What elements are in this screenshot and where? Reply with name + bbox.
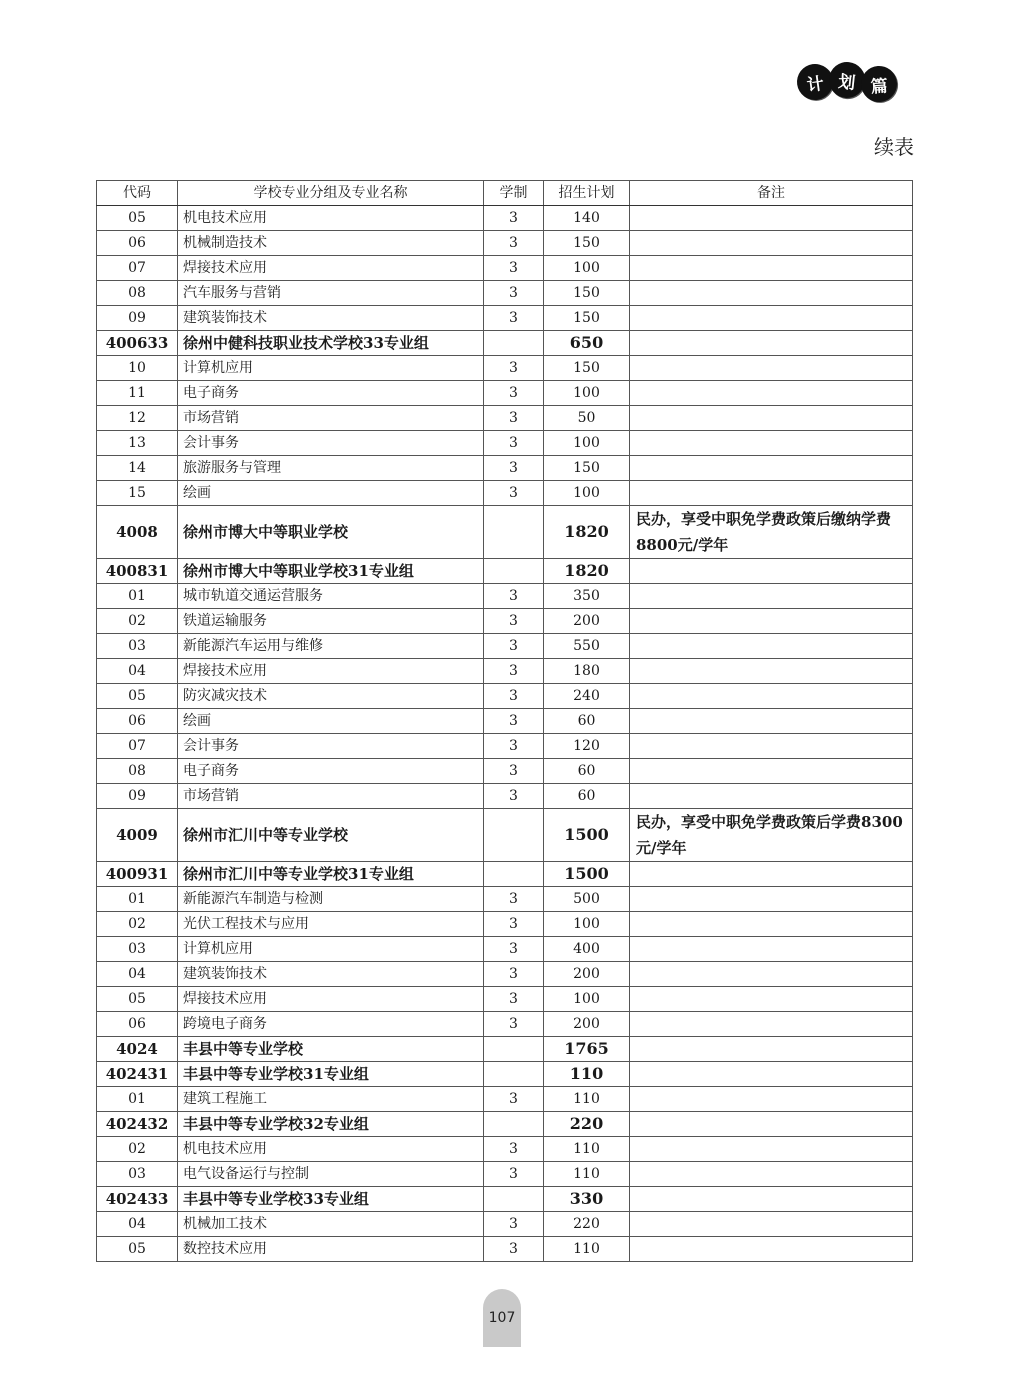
table-row [97,559,913,584]
row-code: 07 [97,734,178,759]
row-name: 数控技术应用 [178,1237,484,1262]
row-name: 电气设备运行与控制 [178,1162,484,1187]
table-row [97,506,913,559]
table-row [97,759,913,784]
table-row [97,584,913,609]
logo-char-3: 篇 [860,65,898,103]
row-note [630,862,913,887]
row-note: 民办，享受中职免学费政策后学费8300元/学年 [630,809,913,862]
table-row [97,937,913,962]
row-code: 06 [97,1012,178,1037]
table-row [97,887,913,912]
row-duration: 3 [484,256,544,281]
row-code: 4024 [97,1037,178,1062]
row-duration [484,1187,544,1212]
row-duration: 3 [484,584,544,609]
row-note [630,381,913,406]
row-note [630,231,913,256]
row-duration: 3 [484,784,544,809]
table-row [97,659,913,684]
table-row [97,231,913,256]
row-note [630,584,913,609]
row-code: 15 [97,481,178,506]
row-name: 计算机应用 [178,356,484,381]
row-plan: 150 [544,456,630,481]
table-row [97,709,913,734]
row-note [630,684,913,709]
row-duration: 3 [484,987,544,1012]
row-duration [484,1112,544,1137]
row-name: 焊接技术应用 [178,256,484,281]
table-row [97,784,913,809]
row-duration: 3 [484,281,544,306]
row-code: 12 [97,406,178,431]
table-row [97,1062,913,1087]
row-plan: 110 [544,1237,630,1262]
row-code: 402433 [97,1187,178,1212]
row-name: 市场营销 [178,784,484,809]
table-row [97,1037,913,1062]
row-plan: 500 [544,887,630,912]
row-duration [484,862,544,887]
row-duration: 3 [484,1162,544,1187]
table-row [97,256,913,281]
row-code: 10 [97,356,178,381]
table-row [97,481,913,506]
row-note [630,887,913,912]
row-note [630,206,913,231]
row-name: 跨境电子商务 [178,1012,484,1037]
row-name: 徐州市博大中等职业学校 [178,506,484,559]
row-plan: 100 [544,381,630,406]
row-name: 徐州市汇川中等专业学校31专业组 [178,862,484,887]
row-code: 08 [97,759,178,784]
row-code: 04 [97,962,178,987]
row-name: 计算机应用 [178,937,484,962]
row-duration: 3 [484,381,544,406]
row-note [630,1037,913,1062]
table-row [97,1112,913,1137]
row-duration: 3 [484,609,544,634]
header-name: 学校专业分组及专业名称 [178,181,484,206]
row-name: 绘画 [178,481,484,506]
row-plan: 550 [544,634,630,659]
table-row [97,1137,913,1162]
row-name: 建筑工程施工 [178,1087,484,1112]
row-note [630,306,913,331]
row-duration: 3 [484,1087,544,1112]
row-duration: 3 [484,937,544,962]
row-plan: 60 [544,784,630,809]
row-name: 电子商务 [178,759,484,784]
row-name: 汽车服务与营销 [178,281,484,306]
row-duration: 3 [484,759,544,784]
row-code: 02 [97,912,178,937]
table-row [97,406,913,431]
row-code: 07 [97,256,178,281]
row-note [630,937,913,962]
row-code: 05 [97,987,178,1012]
row-code: 04 [97,1212,178,1237]
row-code: 01 [97,887,178,912]
row-code: 03 [97,634,178,659]
row-duration: 3 [484,887,544,912]
row-note [630,331,913,356]
header-code: 代码 [97,181,178,206]
row-note [630,1112,913,1137]
row-plan: 330 [544,1187,630,1212]
row-note [630,1062,913,1087]
row-plan: 150 [544,281,630,306]
table-row [97,809,913,862]
row-plan: 100 [544,912,630,937]
row-plan: 100 [544,481,630,506]
row-plan: 110 [544,1062,630,1087]
row-note [630,709,913,734]
row-duration: 3 [484,206,544,231]
row-name: 光伏工程技术与应用 [178,912,484,937]
row-code: 402431 [97,1062,178,1087]
table-row [97,1162,913,1187]
table-row [97,431,913,456]
row-plan: 220 [544,1212,630,1237]
row-duration: 3 [484,962,544,987]
row-duration: 3 [484,456,544,481]
section-logo [797,64,901,104]
table-header-row [97,181,913,206]
row-code: 13 [97,431,178,456]
row-code: 05 [97,206,178,231]
row-code: 14 [97,456,178,481]
row-plan: 110 [544,1162,630,1187]
row-note [630,1012,913,1037]
row-duration: 3 [484,659,544,684]
table-row [97,1012,913,1037]
row-duration: 3 [484,634,544,659]
row-plan: 150 [544,356,630,381]
row-name: 徐州市博大中等职业学校31专业组 [178,559,484,584]
row-name: 铁道运输服务 [178,609,484,634]
table-row [97,987,913,1012]
row-plan: 1820 [544,559,630,584]
row-note [630,962,913,987]
table-row [97,1212,913,1237]
table-row [97,306,913,331]
row-plan: 110 [544,1137,630,1162]
row-name: 丰县中等专业学校33专业组 [178,1187,484,1212]
row-name: 徐州市汇川中等专业学校 [178,809,484,862]
logo-char-2: 划 [827,60,867,100]
row-duration [484,1037,544,1062]
row-code: 06 [97,709,178,734]
row-plan: 220 [544,1112,630,1137]
table-row [97,609,913,634]
row-code: 04 [97,659,178,684]
row-note [630,784,913,809]
row-plan: 100 [544,987,630,1012]
row-plan: 100 [544,256,630,281]
row-code: 03 [97,937,178,962]
row-plan: 60 [544,759,630,784]
table-row [97,1237,913,1262]
table-row [97,634,913,659]
row-plan: 1820 [544,506,630,559]
row-note: 民办，享受中职免学费政策后缴纳学费8800元/学年 [630,506,913,559]
header-note: 备注 [630,181,913,206]
table-row [97,1187,913,1212]
row-duration: 3 [484,1237,544,1262]
row-code: 402432 [97,1112,178,1137]
row-duration [484,559,544,584]
row-duration: 3 [484,734,544,759]
row-note [630,1162,913,1187]
row-note [630,659,913,684]
row-duration: 3 [484,912,544,937]
table-row [97,456,913,481]
row-code: 400831 [97,559,178,584]
header-plan: 招生计划 [544,181,630,206]
row-code: 08 [97,281,178,306]
row-duration: 3 [484,356,544,381]
row-note [630,912,913,937]
row-name: 建筑装饰技术 [178,306,484,331]
row-plan: 60 [544,709,630,734]
row-code: 4008 [97,506,178,559]
page-number: 107 [483,1289,521,1347]
row-name: 丰县中等专业学校31专业组 [178,1062,484,1087]
row-name: 会计事务 [178,734,484,759]
row-name: 机械制造技术 [178,231,484,256]
row-name: 建筑装饰技术 [178,962,484,987]
row-name: 焊接技术应用 [178,987,484,1012]
row-plan: 400 [544,937,630,962]
row-name: 新能源汽车运用与维修 [178,634,484,659]
row-name: 丰县中等专业学校 [178,1037,484,1062]
row-code: 06 [97,231,178,256]
logo-char-1: 计 [795,62,836,103]
row-note [630,559,913,584]
row-duration: 3 [484,1012,544,1037]
row-note [630,256,913,281]
row-code: 03 [97,1162,178,1187]
row-note [630,1137,913,1162]
row-name: 电子商务 [178,381,484,406]
row-note [630,1087,913,1112]
row-name: 新能源汽车制造与检测 [178,887,484,912]
row-duration [484,506,544,559]
row-code: 02 [97,1137,178,1162]
table-row [97,684,913,709]
row-note [630,1237,913,1262]
row-code: 09 [97,784,178,809]
table-body [97,206,913,1262]
row-plan: 50 [544,406,630,431]
table-row [97,962,913,987]
row-note [630,281,913,306]
row-plan: 650 [544,331,630,356]
row-plan: 1500 [544,809,630,862]
row-plan: 200 [544,962,630,987]
row-code: 11 [97,381,178,406]
row-duration: 3 [484,231,544,256]
row-note [630,1187,913,1212]
row-note [630,356,913,381]
row-plan: 150 [544,231,630,256]
table-row [97,1087,913,1112]
table-row [97,734,913,759]
enrollment-table [96,180,913,1262]
row-code: 400633 [97,331,178,356]
row-name: 徐州中健科技职业技术学校33专业组 [178,331,484,356]
row-name: 旅游服务与管理 [178,456,484,481]
header-duration: 学制 [484,181,544,206]
row-name: 会计事务 [178,431,484,456]
row-name: 机电技术应用 [178,1137,484,1162]
table-row [97,331,913,356]
row-name: 绘画 [178,709,484,734]
table-row [97,356,913,381]
row-code: 400931 [97,862,178,887]
row-note [630,456,913,481]
row-plan: 110 [544,1087,630,1112]
row-name: 焊接技术应用 [178,659,484,684]
row-plan: 120 [544,734,630,759]
table-row [97,281,913,306]
row-name: 防灾减灾技术 [178,684,484,709]
row-note [630,634,913,659]
row-note [630,1212,913,1237]
row-name: 城市轨道交通运营服务 [178,584,484,609]
row-note [630,987,913,1012]
row-plan: 1765 [544,1037,630,1062]
row-duration [484,809,544,862]
row-note [630,406,913,431]
row-code: 02 [97,609,178,634]
row-duration [484,331,544,356]
row-name: 机电技术应用 [178,206,484,231]
row-code: 01 [97,1087,178,1112]
row-duration: 3 [484,1212,544,1237]
row-plan: 240 [544,684,630,709]
row-plan: 150 [544,306,630,331]
row-code: 09 [97,306,178,331]
row-plan: 200 [544,609,630,634]
row-note [630,481,913,506]
row-plan: 200 [544,1012,630,1037]
row-plan: 100 [544,431,630,456]
table-row [97,206,913,231]
row-code: 05 [97,684,178,709]
row-note [630,759,913,784]
table-row [97,862,913,887]
row-plan: 140 [544,206,630,231]
row-code: 4009 [97,809,178,862]
row-plan: 350 [544,584,630,609]
row-note [630,431,913,456]
table-row [97,912,913,937]
table-row [97,381,913,406]
row-duration: 3 [484,684,544,709]
row-name: 机械加工技术 [178,1212,484,1237]
row-duration: 3 [484,406,544,431]
row-name: 丰县中等专业学校32专业组 [178,1112,484,1137]
continued-label: 续表 [874,135,914,159]
row-name: 市场营销 [178,406,484,431]
row-duration: 3 [484,431,544,456]
row-duration [484,1062,544,1087]
row-duration: 3 [484,481,544,506]
row-plan: 1500 [544,862,630,887]
row-code: 05 [97,1237,178,1262]
row-duration: 3 [484,1137,544,1162]
row-note [630,734,913,759]
row-code: 01 [97,584,178,609]
row-note [630,609,913,634]
row-plan: 180 [544,659,630,684]
row-duration: 3 [484,306,544,331]
row-duration: 3 [484,709,544,734]
